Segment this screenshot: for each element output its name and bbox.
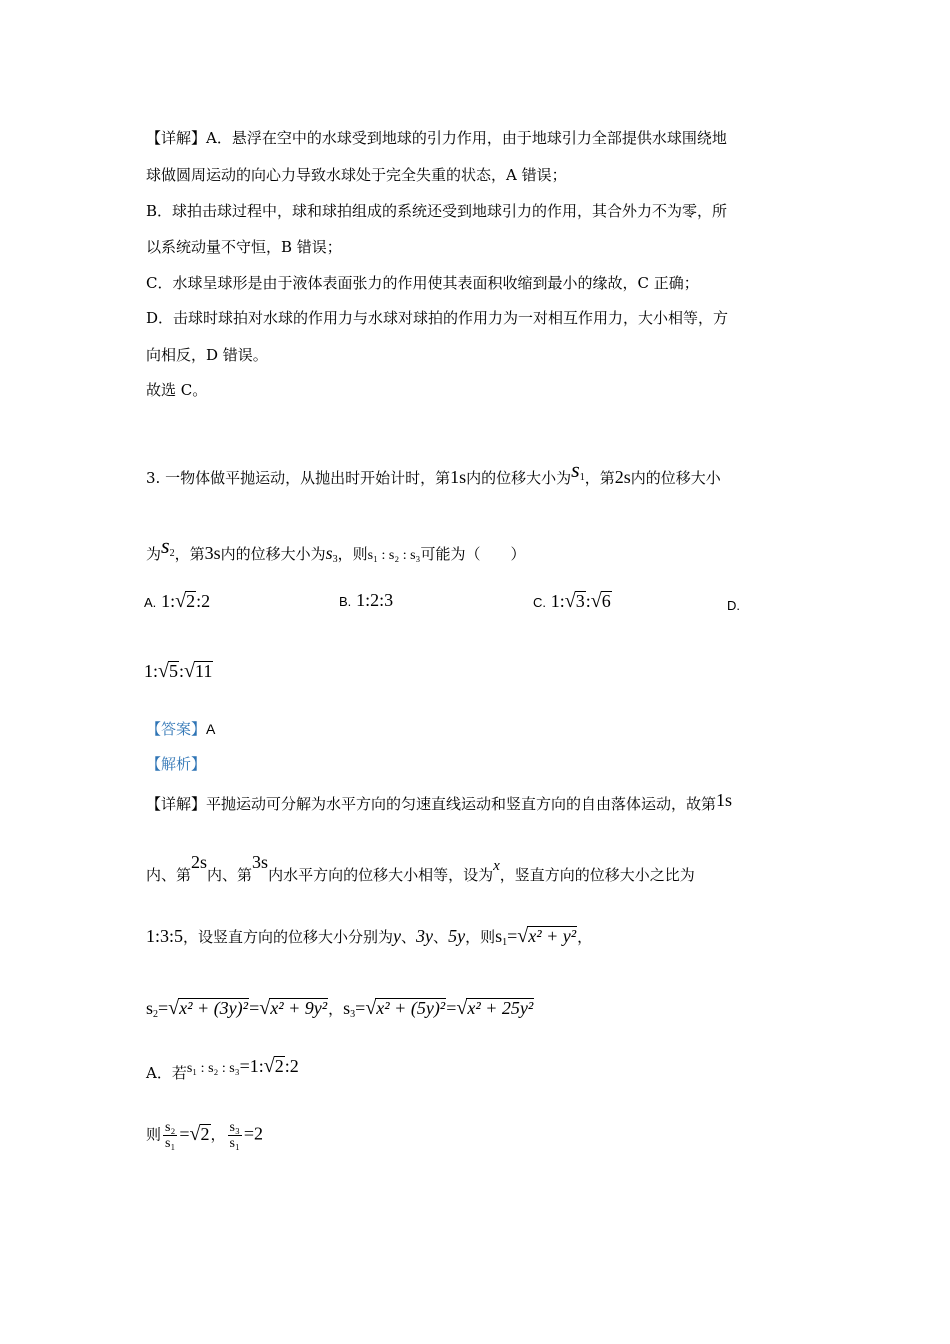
- option-c-value: 1:√3:√6: [550, 590, 611, 612]
- q3-text: 为: [146, 545, 162, 563]
- q3-math: 2s: [614, 467, 631, 487]
- detail1-line1: 【详解】A．悬浮在空中的水球受到地球的引力作用，由于地球引力全部提供水球围绕地: [146, 129, 727, 147]
- question3-line1: [146, 457, 721, 488]
- q3-text: 3. 一物体做平抛运动，从抛出时开始计时，第: [146, 469, 451, 487]
- detail1-line3: B．球拍击球过程中，球和球拍组成的系统还受到地球引力的作用，其合外力不为零，所: [146, 202, 728, 220]
- option-a-value: 1:√2:2: [161, 590, 211, 612]
- q3-text: 内的位移大小为: [220, 545, 326, 563]
- detail1-line8: 故选 C。: [146, 381, 208, 399]
- q3-math: $s_1$: [571, 457, 585, 483]
- q3-math: 1s: [450, 467, 467, 487]
- detail1-line4: 以系统动量不守恒，B 错误；: [146, 238, 342, 256]
- option-b-label: B.: [339, 594, 352, 609]
- option-c: [533, 590, 612, 613]
- q3-text: ，第: [584, 469, 615, 487]
- detail1-line5: C．水球呈球形是由于液体表面张力的作用使其表面积收缩到最小的缘故，C 正确；: [146, 274, 699, 292]
- detail1-line2: 球做圆周运动的向心力导致水球处于完全失重的状态，A 错误；: [146, 166, 567, 184]
- q3-text: ，则: [337, 545, 368, 563]
- option-b: [339, 590, 393, 611]
- detail2-line2: 内、第2s内、第3s内水平方向的位移大小相等，设为x，竖直方向的位移大小之比为: [146, 852, 695, 884]
- detail2-line5: A．若s₁ : s₂ : s₃=1:√2:2: [146, 1055, 299, 1082]
- question3-line2: [146, 533, 526, 570]
- option-a: [144, 590, 210, 613]
- detail1-line6: D．击球时球拍对水球的作用力与水球对球拍的作用力为一对相互作用力，大小相等，方: [146, 309, 729, 327]
- answer-line: [146, 719, 215, 739]
- option-d-value: 1:√5:√11: [144, 660, 213, 682]
- option-d-label: D.: [727, 598, 740, 613]
- option-c-label: C.: [533, 595, 546, 610]
- q3-text: ，第: [174, 545, 205, 563]
- option-b-value: 1:2:3: [356, 590, 394, 610]
- detail2-line4: $s_2=√x^2 + (3y)^2=√x^2 + 9y^2$，$s_3=√x^2 + (5y)^2=√x^2 + 25y^2$: [146, 997, 534, 1020]
- detail1-line7: 向相反，D 错误。: [146, 346, 268, 364]
- q3-text: 内的位移大小: [630, 469, 721, 487]
- q3-math: $s_2$: [161, 533, 175, 559]
- detail2-line1: 【详解】平抛运动可分解为水平方向的匀速直线运动和竖直方向的自由落体运动，故第1s: [146, 790, 733, 813]
- q3-math: 3s: [204, 543, 221, 563]
- q3-text: 可能为（ ）: [420, 545, 526, 563]
- option-d: [727, 596, 740, 614]
- q3-text: 内的位移大小为: [466, 469, 572, 487]
- answer-label: 【答案】: [146, 720, 207, 738]
- detail2-line3: 1:3:5，设竖直方向的位移大小分别为y、3y、5y，则$s_1=√x^2 + y^2$，: [146, 925, 593, 948]
- detail2-line6: 则 $\frac{\text{s₂}}{\text{s₁}}$ =√2， $\frac{\text{s₃}}{\text{s₁}}$ =2: [146, 1120, 264, 1151]
- q3-ratio: s₁ : s₂ : s₃: [367, 548, 421, 563]
- option-a-label: A.: [144, 595, 157, 610]
- analysis-label: 【解析】: [146, 755, 207, 773]
- q3-math: $s_3$: [325, 543, 338, 565]
- answer-value: A: [206, 721, 216, 737]
